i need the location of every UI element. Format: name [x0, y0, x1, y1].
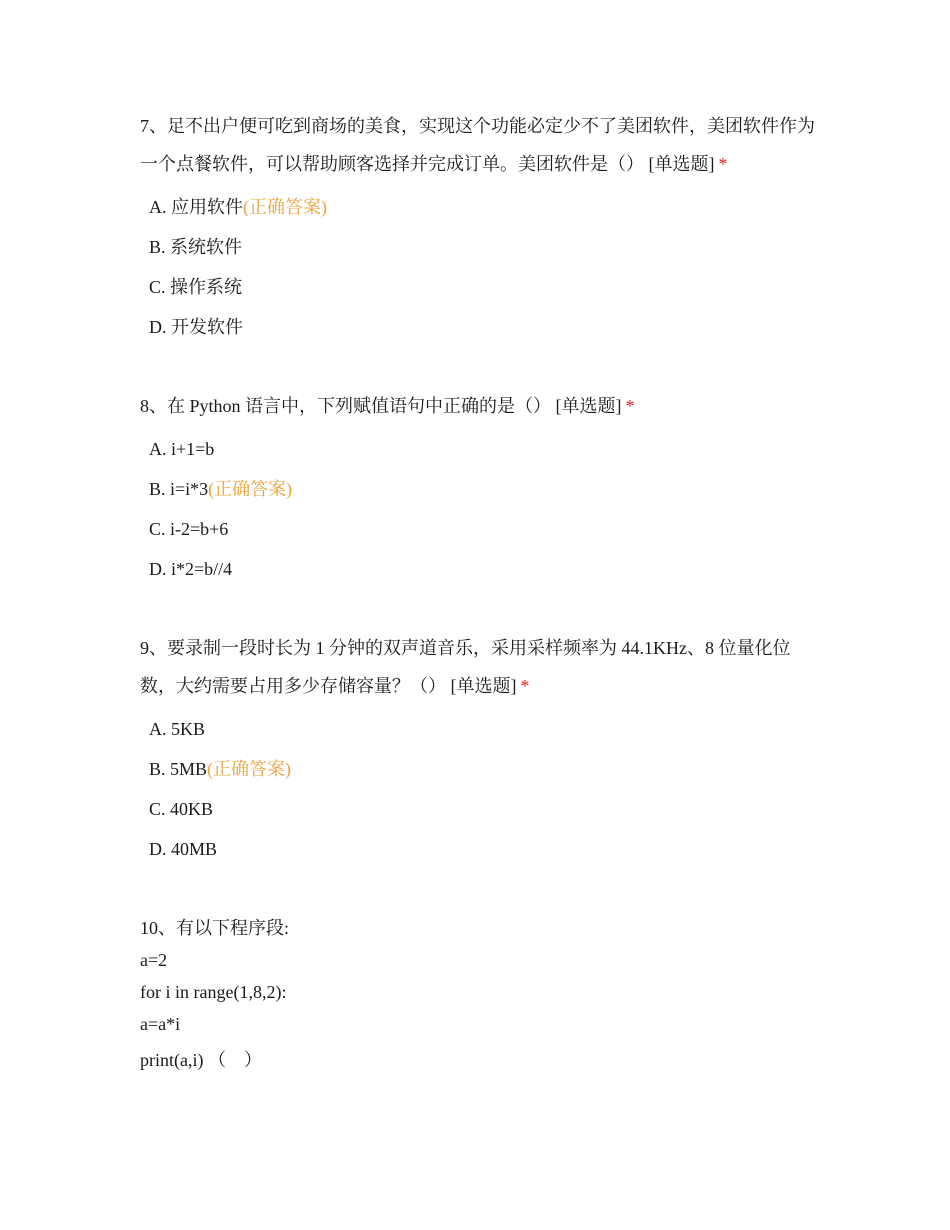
option-label: C. 操作系统 — [149, 277, 243, 297]
option-label: C. i-2=b+6 — [149, 519, 229, 539]
option-list — [140, 429, 820, 589]
required-mark: * — [520, 676, 530, 696]
option-a — [149, 429, 820, 469]
question-10 — [140, 912, 820, 1080]
question-type: [单选题] — [555, 396, 622, 416]
option-label: A. i+1=b — [149, 439, 215, 459]
option-d — [149, 307, 820, 347]
option-label: A. 应用软件 — [149, 197, 243, 217]
code-line: print(a,i) （ ） — [140, 1050, 262, 1070]
option-c — [149, 267, 820, 307]
question-stem: 10、有以下程序段: — [140, 918, 290, 938]
question-stem — [140, 387, 820, 425]
question-9 — [140, 629, 820, 869]
option-label: D. 40MB — [149, 839, 218, 859]
option-d — [149, 829, 820, 869]
option-label: D. i*2=b//4 — [149, 559, 233, 579]
option-b — [149, 469, 820, 509]
option-a — [149, 187, 820, 227]
code-line: for i in range(1,8,2): — [140, 982, 287, 1002]
option-label: B. 系统软件 — [149, 237, 243, 257]
option-a — [149, 709, 820, 749]
option-list — [140, 187, 820, 347]
option-label: B. i=i*3 — [149, 479, 209, 499]
option-label: B. 5MB — [149, 759, 208, 779]
option-b — [149, 227, 820, 267]
question-text: 7、足不出户便可吃到商场的美食，实现这个功能必定少不了美团软件，美团软件作为一个点餐软件，可以帮助顾客选择并完成订单。美团软件是（） — [140, 116, 815, 174]
option-list — [140, 709, 820, 869]
required-mark: * — [718, 154, 728, 174]
question-7 — [140, 107, 820, 347]
question-text: 8、在 Python 语言中，下列赋值语句中正确的是（） — [140, 396, 552, 416]
question-8 — [140, 387, 820, 589]
required-mark: * — [625, 396, 635, 416]
correct-answer-note: (正确答案) — [207, 759, 292, 779]
question-stem — [140, 107, 820, 183]
question-text: 9、要录制一段时长为 1 分钟的双声道音乐，采用采样频率为 44.1KHz、8 位量化位数，大约需要占用多少存储容量？（） — [140, 638, 791, 696]
option-c — [149, 789, 820, 829]
option-c — [149, 509, 820, 549]
code-line: a=a*i — [140, 1014, 181, 1034]
code-line: a=2 — [140, 950, 168, 970]
option-label: D. 开发软件 — [149, 317, 243, 337]
option-label: C. 40KB — [149, 799, 214, 819]
question-stem — [140, 629, 820, 705]
question-type: [单选题] — [648, 154, 715, 174]
option-b — [149, 749, 820, 789]
question-type: [单选题] — [450, 676, 517, 696]
option-d — [149, 549, 820, 589]
correct-answer-note: (正确答案) — [243, 197, 327, 217]
option-label: A. 5KB — [149, 719, 206, 739]
correct-answer-note: (正确答案) — [208, 479, 293, 499]
